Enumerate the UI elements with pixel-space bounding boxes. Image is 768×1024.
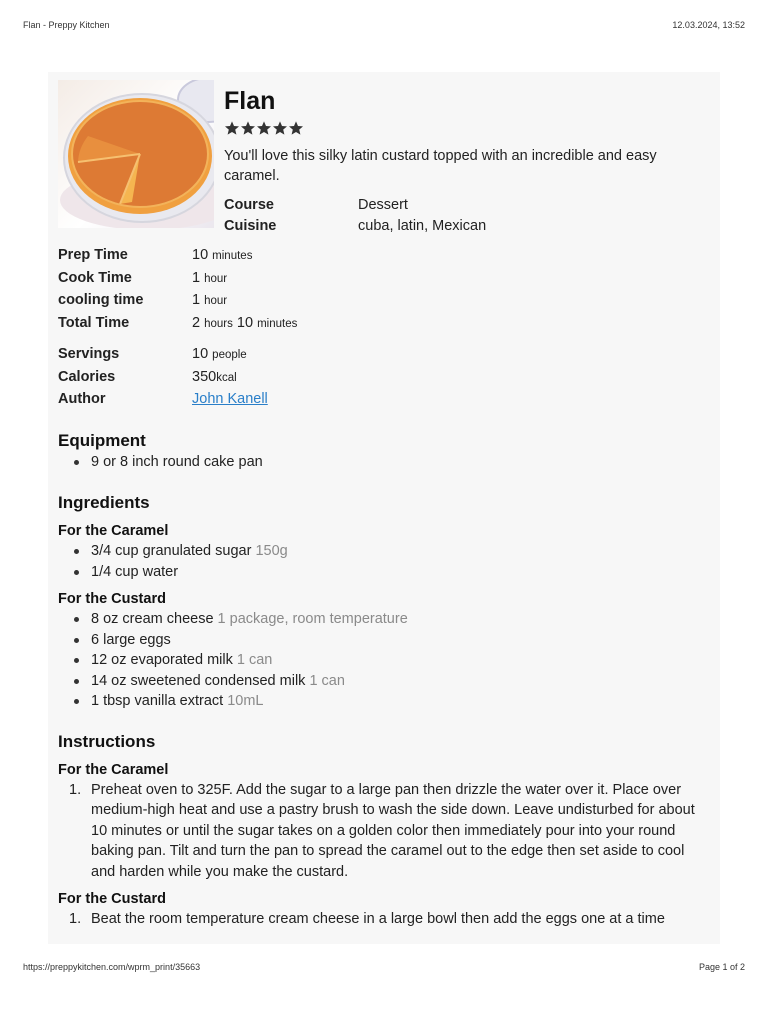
ingredient-item: 12 oz evaporated milk 1 can (58, 650, 710, 671)
instructions-heading: Instructions (58, 731, 156, 751)
author-label: Author (58, 391, 106, 407)
ingredient-group-custard: For the Custard (58, 591, 166, 607)
equipment-heading: Equipment (58, 430, 146, 450)
ingredient-note: 10mL (227, 693, 264, 709)
ingredient-item: 1 tbsp vanilla extract 10mL (58, 691, 710, 712)
print-header (0, 20, 768, 34)
ingredient-item: 3/4 cup granulated sugar 150g (58, 541, 710, 562)
star-icon (240, 120, 256, 136)
calories-label: Calories (58, 368, 116, 385)
instruction-group-caramel: For the Caramel (58, 761, 169, 778)
total-time-minutes-unit: minutes (257, 317, 298, 330)
star-icon (224, 120, 240, 136)
author-link[interactable]: John Kanell (192, 391, 268, 407)
instruction-step (58, 780, 710, 883)
calories-value: 350 (192, 368, 217, 385)
prep-time-row (58, 245, 710, 268)
recipe-summary: You'll love this silky latin custard topped with an incredible and easy caramel. (224, 148, 657, 184)
step-text: Beat the room temperature cream cheese in a large bowl then add the eggs one at a time (91, 911, 665, 927)
recipe-card (48, 72, 720, 944)
ingredient-group-caramel: For the Caramel (58, 523, 169, 539)
print-footer-page: Page 1 of 2 (698, 962, 745, 972)
instruction-list-caramel (58, 780, 710, 883)
step-number: 1. (69, 911, 82, 927)
total-time-minutes: 10 (236, 314, 254, 331)
author-row (58, 389, 710, 411)
step-number: 1. (69, 781, 82, 798)
step-text: Preheat oven to 325F. Add the sugar to a large pan then drizzle the water over it. Place over medium-high heat and use a pastry brush to wash the side down. Leave undisturbed for about 10 minutes or until the sugar takes on a golden color then immediately pour into your round baking pan. Tilt and turn the pan to spread the caramel out to the edge then set aside to cool and harden while you make the custard. (91, 781, 695, 880)
total-time-hours: 2 (192, 314, 201, 331)
ingredient-list-custard (58, 609, 710, 712)
star-icon (272, 120, 288, 136)
recipe-photo (58, 80, 214, 228)
servings-value: 10 (192, 346, 209, 362)
ingredient-item: 14 oz sweetened condensed milk 1 can (58, 671, 710, 692)
calories-row (58, 367, 710, 390)
servings-row (58, 344, 710, 367)
instruction-step (58, 909, 710, 930)
servings-unit: people (212, 349, 247, 361)
instruction-group-custard: For the Custard (58, 891, 166, 907)
ingredient-note: 1 can (236, 652, 273, 668)
ingredient-note: 150g (255, 543, 288, 559)
cuisine-value: cuba, latin, Mexican (358, 218, 487, 234)
total-time-row (58, 313, 710, 336)
ingredient-note: 1 package, room temperature (217, 611, 408, 627)
cuisine-row (224, 216, 710, 237)
cook-time-row (58, 268, 710, 291)
cuisine-label: Cuisine (224, 218, 277, 234)
prep-time-value: 10 (192, 247, 209, 263)
total-time-label: Total Time (58, 314, 130, 331)
prep-time-label: Prep Time (58, 247, 128, 263)
print-header-title: Flan - Preppy Kitchen (23, 20, 110, 30)
total-time-hours-unit: hours (204, 317, 233, 330)
prep-time-unit: minutes (212, 250, 253, 262)
cook-time-unit: hour (204, 272, 228, 285)
ingredient-note: 1 can (309, 672, 345, 689)
print-footer (0, 962, 768, 976)
course-row (224, 195, 710, 216)
equipment-item: 9 or 8 inch round cake pan (58, 452, 710, 473)
ingredients-heading: Ingredients (58, 493, 150, 512)
course-label: Course (224, 197, 274, 213)
cooling-time-label: cooling time (58, 292, 144, 308)
cooling-time-unit: hour (204, 295, 228, 307)
ingredient-item: 6 large eggs (58, 630, 710, 651)
cooling-time-row (58, 290, 710, 313)
ingredient-list-caramel (58, 541, 710, 582)
cooling-time-value: 1 (192, 292, 201, 308)
rating-stars (224, 120, 710, 138)
star-icon (256, 120, 272, 136)
title-block (224, 80, 710, 237)
equipment-list (58, 452, 710, 473)
ingredient-item: 8 oz cream cheese 1 package, room temperature (58, 609, 710, 630)
recipe-header (58, 80, 710, 245)
servings-label: Servings (58, 346, 120, 362)
print-header-datetime: 12.03.2024, 13:52 (672, 20, 745, 30)
cook-time-label: Cook Time (58, 269, 132, 286)
recipe-title: Flan (224, 87, 276, 115)
ingredient-item: 1/4 cup water (58, 562, 710, 583)
cook-time-value: 1 (192, 269, 201, 286)
course-value: Dessert (358, 197, 408, 213)
print-footer-url: https://preppykitchen.com/wprm_print/35663 (23, 962, 201, 972)
star-icon (288, 120, 304, 136)
calories-unit: kcal (216, 371, 237, 384)
time-table (58, 245, 710, 411)
instruction-list-custard (58, 909, 710, 930)
